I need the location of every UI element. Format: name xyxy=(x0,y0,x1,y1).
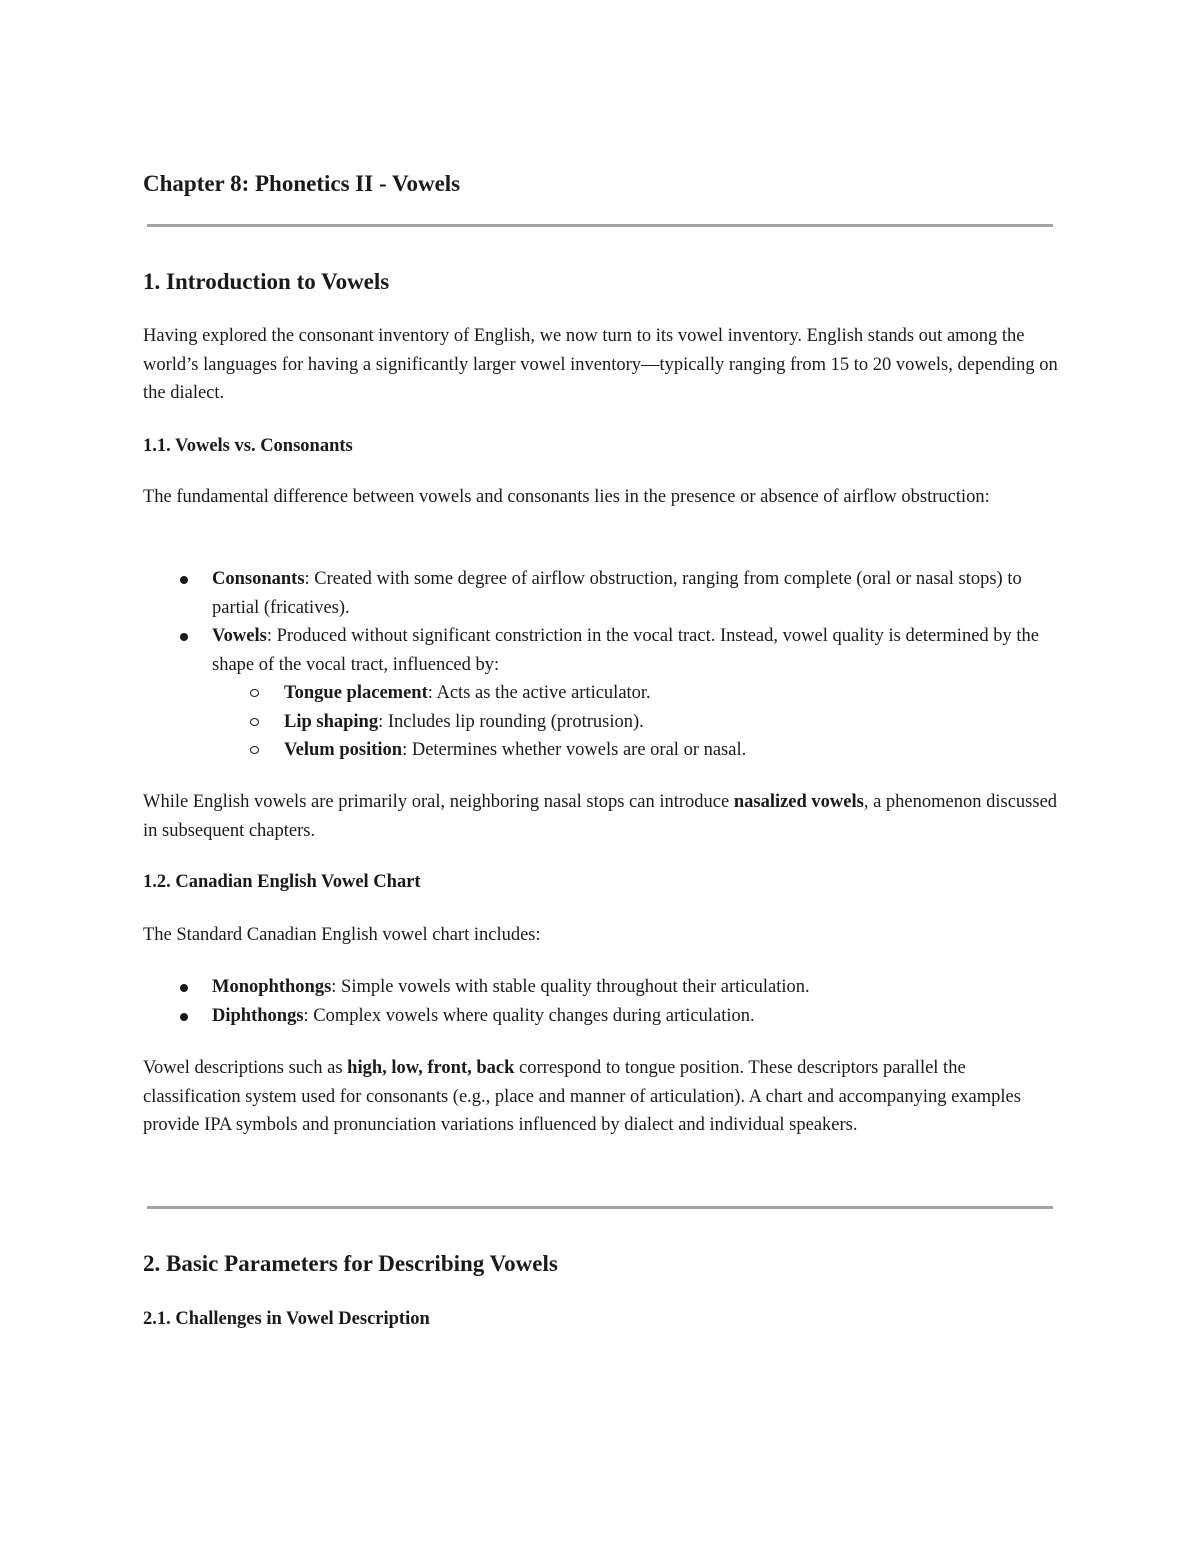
list-item-term: Vowels xyxy=(212,626,267,646)
list-item-text: : Simple vowels with stable quality throughout their articulation. xyxy=(331,977,810,997)
sub-list-item-term: Velum position xyxy=(284,740,403,760)
list-item xyxy=(143,565,1058,622)
paragraph-text: correspond to tongue position. These descriptors parallel the classification system used for consonants (e.g., place and manner of articulation). A chart and accompanying examples provide IPA symbols and pronunciation variations influenced by dialect and individual speakers. xyxy=(143,1058,1021,1135)
paragraph-text: , a phenomenon discussed in subsequent chapters. xyxy=(143,792,1058,841)
horizontal-rule xyxy=(147,1206,1053,1209)
vowel-chart-list xyxy=(143,973,1058,1030)
section-1-title: 1. Introduction to Vowels xyxy=(143,269,390,294)
subsection-1-2-intro: The Standard Canadian English vowel chart includes: xyxy=(143,925,541,945)
list-item-text: : Created with some degree of airflow obstruction, ranging from complete (oral or nasal stops) to partial (fricatives). xyxy=(212,569,1022,618)
paragraph-bold-term: nasalized vowels xyxy=(733,792,864,812)
list-item-term: Diphthongs xyxy=(212,1005,304,1026)
sub-list-item-text: : Acts as the active articulator. xyxy=(427,683,651,703)
nasalized-vowels-paragraph xyxy=(143,788,1058,845)
paragraph-bold-term: high, low, front, back xyxy=(347,1058,515,1078)
sub-list-item-term: Lip shaping xyxy=(284,711,379,732)
horizontal-rule xyxy=(147,224,1053,227)
subsection-2-1-title: 2.1. Challenges in Vowel Description xyxy=(143,1309,430,1329)
sub-list-item xyxy=(212,736,1058,765)
section-2-title: 2. Basic Parameters for Describing Vowels xyxy=(143,1251,558,1276)
subsection-1-1-intro: The fundamental difference between vowels and consonants lies in the presence or absence of airflow obstruction: xyxy=(143,487,990,507)
subsection-1-2-title: 1.2. Canadian English Vowel Chart xyxy=(143,872,421,892)
sub-list-item xyxy=(212,708,1058,737)
vowel-consonant-list xyxy=(143,565,1058,765)
list-item xyxy=(143,973,1058,1002)
vocal-tract-factors-list xyxy=(212,679,1058,765)
list-item-term: Consonants xyxy=(212,569,305,589)
sub-list-item-text: : Includes lip rounding (protrusion). xyxy=(378,711,644,732)
subsection-1-1-title: 1.1. Vowels vs. Consonants xyxy=(143,436,353,456)
chapter-title: Chapter 8: Phonetics II - Vowels xyxy=(143,171,461,196)
list-item-text: : Produced without significant constriction in the vocal tract. Instead, vowel quality is determined by the shape of the vocal tract, influenced by: xyxy=(212,626,1040,675)
sub-list-item-term: Tongue placement xyxy=(284,683,428,703)
section-1-intro-paragraph: Having explored the consonant inventory of English, we now turn to its vowel inventory. English stands out among the world’s languages for having a significantly larger vowel inventory—typically ranging from 15 to 20 vowels, depending on the dialect. xyxy=(143,326,1058,403)
vowel-descriptions-paragraph xyxy=(143,1054,1058,1140)
list-item xyxy=(143,622,1058,765)
paragraph-text: Vowel descriptions such as xyxy=(143,1058,348,1078)
paragraph-text: While English vowels are primarily oral, neighboring nasal stops can introduce xyxy=(143,792,734,812)
list-item-term: Monophthongs xyxy=(212,977,332,997)
list-item xyxy=(143,1002,1058,1031)
list-item-text: : Complex vowels where quality changes during articulation. xyxy=(303,1005,755,1026)
sub-list-item xyxy=(212,679,1058,708)
sub-list-item-text: : Determines whether vowels are oral or nasal. xyxy=(402,740,747,760)
